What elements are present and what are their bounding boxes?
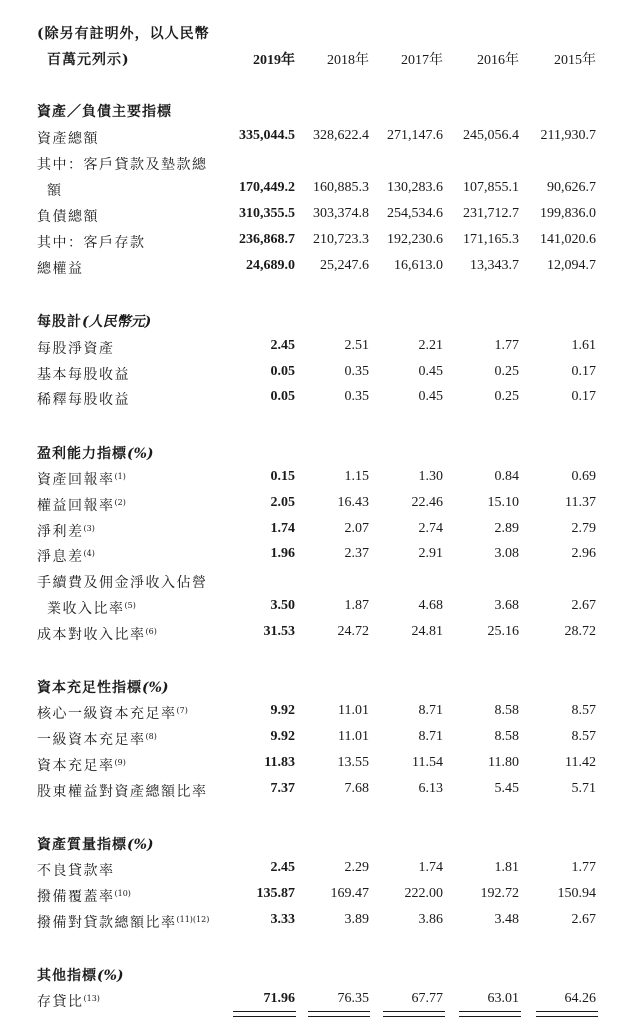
row-label-text: 業收入比率 (47, 601, 125, 617)
cell-value: 130,283.6 (387, 180, 443, 195)
cell-value: 245,056.4 (463, 128, 519, 143)
table-row (0, 781, 625, 803)
row-label-text: 撥備覆蓋率 (37, 889, 115, 905)
table-row (0, 206, 625, 228)
table-row (0, 729, 625, 751)
footnote-marker: (5) (124, 601, 136, 610)
row-label-text: 額 (47, 183, 63, 199)
row-label-text: 成本對收入比率 (37, 627, 146, 643)
cell-value: 28.72 (564, 624, 596, 639)
cell-value: 2.89 (494, 521, 519, 536)
cell-value: 192.72 (480, 886, 519, 901)
footnote-marker: (10) (114, 889, 131, 898)
cell-value: 1.81 (494, 860, 519, 875)
row-label (37, 781, 208, 801)
table-row (0, 469, 625, 491)
row-label (37, 860, 115, 880)
section-title (37, 965, 124, 985)
cell-value: 0.17 (571, 389, 596, 404)
section-title (37, 311, 151, 331)
cell-value: 24.81 (411, 624, 443, 639)
cell-value: 310,355.5 (239, 206, 295, 221)
table-row (0, 364, 625, 386)
cell-value: 303,374.8 (313, 206, 369, 221)
cell-value: 76.35 (337, 991, 369, 1006)
row-label-text: 資產總額 (37, 131, 99, 147)
row-label-text: 不良貸款率 (37, 863, 115, 879)
cell-value: 171,165.3 (463, 232, 519, 247)
table-row (0, 860, 625, 882)
cell-value: 71.96 (263, 991, 295, 1006)
table-row (0, 521, 625, 543)
section-title-unit: (%) (127, 446, 154, 462)
cell-value: 271,147.6 (387, 128, 443, 143)
row-label (37, 232, 146, 252)
row-label-text: 撥備對貸款總額比率 (37, 915, 177, 931)
row-label-text: 稀釋每股收益 (37, 392, 130, 408)
cell-value: 1.61 (571, 338, 596, 353)
cell-value: 3.33 (270, 912, 295, 927)
row-label (37, 991, 100, 1011)
year-header-2018: 2018年 (327, 53, 369, 68)
cell-value: 0.35 (344, 389, 369, 404)
cell-value: 0.45 (418, 364, 443, 379)
cell-value: 1.87 (344, 598, 369, 613)
year-header-2016: 2016年 (477, 53, 519, 68)
table-row (0, 886, 625, 908)
cell-value: 13.55 (337, 755, 369, 770)
section-title (37, 834, 154, 854)
cell-value: 11.54 (412, 755, 443, 770)
cell-value: 11.83 (264, 755, 295, 770)
row-label-text: 核心一級資本充足率 (37, 706, 177, 722)
cell-value: 2.45 (270, 338, 295, 353)
row-label (37, 495, 126, 515)
section-title-text: 資本充足性指標 (37, 680, 142, 696)
footnote-marker: (1) (114, 472, 126, 481)
section-header (0, 677, 625, 699)
cell-value: 15.10 (487, 495, 519, 510)
row-label (37, 128, 99, 148)
row-label (37, 364, 130, 384)
year-header-2017: 2017年 (401, 53, 443, 68)
cell-value: 16,613.0 (394, 258, 443, 273)
cell-value: 6.13 (418, 781, 443, 796)
cell-value: 2.91 (418, 546, 443, 561)
cell-value: 8.58 (494, 729, 519, 744)
row-label (37, 624, 157, 644)
cell-value: 2.29 (344, 860, 369, 875)
row-label (37, 389, 130, 409)
cell-value: 1.77 (571, 860, 596, 875)
cell-value: 31.53 (263, 624, 295, 639)
row-label (37, 729, 157, 749)
cell-value: 12,094.7 (547, 258, 596, 273)
cell-value: 210,723.3 (313, 232, 369, 247)
cell-value: 335,044.5 (239, 128, 295, 143)
row-label (37, 154, 208, 174)
cell-value: 236,868.7 (239, 232, 295, 247)
section-title (37, 101, 172, 121)
cell-value: 2.45 (270, 860, 295, 875)
cell-value: 2.21 (418, 338, 443, 353)
cell-value: 192,230.6 (387, 232, 443, 247)
double-underline (459, 1011, 521, 1017)
section-title-text: 盈利能力指標 (37, 446, 127, 462)
cell-value: 90,626.7 (547, 180, 596, 195)
footnote-marker: (9) (114, 758, 126, 767)
cell-value: 135.87 (256, 886, 295, 901)
cell-value: 5.45 (494, 781, 519, 796)
table-row (0, 258, 625, 280)
table-row (0, 598, 625, 620)
cell-value: 231,712.7 (463, 206, 519, 221)
row-label-text: 其中：客戶存款 (37, 235, 146, 251)
cell-value: 22.46 (411, 495, 443, 510)
row-label-text: 每股淨資產 (37, 341, 115, 357)
cell-value: 3.68 (494, 598, 519, 613)
section-title-unit: (%) (97, 968, 124, 984)
cell-value: 254,534.6 (387, 206, 443, 221)
section-header (0, 101, 625, 123)
table-row (0, 624, 625, 646)
cell-value: 150.94 (557, 886, 596, 901)
row-label-text: 資本充足率 (37, 758, 115, 774)
table-row (0, 128, 625, 150)
section-title-unit: (人民幣元) (82, 314, 152, 330)
table-row (0, 232, 625, 254)
row-label-text: 權益回報率 (37, 498, 115, 514)
cell-value: 24,689.0 (246, 258, 295, 273)
cell-value: 211,930.7 (540, 128, 596, 143)
table-row (0, 495, 625, 517)
header-unit-note-line2: 百萬元列示) (47, 52, 130, 68)
row-label (47, 598, 136, 618)
cell-value: 1.77 (494, 338, 519, 353)
table-row (0, 180, 625, 202)
cell-value: 2.67 (571, 912, 596, 927)
cell-value: 8.71 (418, 703, 443, 718)
row-label-text: 存貸比 (37, 994, 84, 1010)
cell-value: 1.15 (344, 469, 369, 484)
table-row (0, 755, 625, 777)
cell-value: 67.77 (411, 991, 443, 1006)
cell-value: 199,836.0 (540, 206, 596, 221)
row-label-text: 一級資本充足率 (37, 732, 146, 748)
table-row (0, 338, 625, 360)
row-label-text: 資產回報率 (37, 472, 115, 488)
section-title-unit: (%) (142, 680, 169, 696)
footnote-marker: (11)(12) (176, 915, 210, 924)
cell-value: 25.16 (487, 624, 519, 639)
cell-value: 0.25 (494, 364, 519, 379)
double-underline (233, 1011, 296, 1017)
cell-value: 0.84 (494, 469, 519, 484)
row-label (37, 469, 126, 489)
cell-value: 107,855.1 (463, 180, 519, 195)
cell-value: 3.08 (494, 546, 519, 561)
footnote-marker: (7) (176, 706, 188, 715)
cell-value: 0.25 (494, 389, 519, 404)
cell-value: 169.47 (330, 886, 369, 901)
double-underline (383, 1011, 445, 1017)
cell-value: 2.79 (571, 521, 596, 536)
cell-value: 3.86 (418, 912, 443, 927)
table-row (0, 154, 625, 176)
row-label-text: 總權益 (37, 261, 84, 277)
row-label-text: 負債總額 (37, 209, 99, 225)
row-label (37, 912, 209, 932)
section-header (0, 965, 625, 987)
row-label-text: 淨利差 (37, 524, 84, 540)
row-label (37, 338, 115, 358)
year-header-2019: 2019年 (253, 53, 295, 68)
section-header (0, 311, 625, 333)
footnote-marker: (3) (83, 524, 95, 533)
cell-value: 2.74 (418, 521, 443, 536)
cell-value: 2.67 (571, 598, 596, 613)
double-underline (536, 1011, 598, 1017)
cell-value: 2.37 (344, 546, 369, 561)
cell-value: 0.17 (571, 364, 596, 379)
cell-value: 9.92 (270, 729, 295, 744)
cell-value: 0.45 (418, 389, 443, 404)
cell-value: 9.92 (270, 703, 295, 718)
section-title-text: 每股計 (37, 314, 82, 330)
cell-value: 25,247.6 (320, 258, 369, 273)
cell-value: 8.71 (418, 729, 443, 744)
cell-value: 63.01 (487, 991, 519, 1006)
cell-value: 0.35 (344, 364, 369, 379)
section-header (0, 834, 625, 856)
footnote-marker: (13) (83, 994, 100, 1003)
cell-value: 11.01 (338, 729, 369, 744)
cell-value: 11.37 (565, 495, 596, 510)
row-label-text: 股東權益對資產總額比率 (37, 784, 208, 800)
cell-value: 0.05 (270, 364, 295, 379)
section-header (0, 443, 625, 465)
table-row (0, 546, 625, 568)
row-label-text: 手續費及佣金淨收入佔營 (37, 575, 208, 591)
cell-value: 5.71 (571, 781, 596, 796)
cell-value: 11.42 (565, 755, 596, 770)
cell-value: 7.68 (344, 781, 369, 796)
cell-value: 0.05 (270, 389, 295, 404)
row-label (37, 258, 84, 278)
row-label (37, 886, 131, 906)
cell-value: 11.01 (338, 703, 369, 718)
footnote-marker: (8) (145, 732, 157, 741)
cell-value: 1.74 (418, 860, 443, 875)
cell-value: 0.69 (571, 469, 596, 484)
table-row (0, 991, 625, 1013)
footnote-marker: (4) (83, 549, 95, 558)
cell-value: 222.00 (404, 886, 443, 901)
cell-value: 13,343.7 (470, 258, 519, 273)
cell-value: 7.37 (270, 781, 295, 796)
row-label (37, 572, 208, 592)
cell-value: 328,622.4 (313, 128, 369, 143)
row-label (37, 755, 126, 775)
row-label-text: 淨息差 (37, 549, 84, 565)
cell-value: 2.51 (344, 338, 369, 353)
cell-value: 64.26 (564, 991, 596, 1006)
section-title (37, 443, 154, 463)
row-label (37, 521, 95, 541)
row-label (37, 206, 99, 226)
cell-value: 8.58 (494, 703, 519, 718)
cell-value: 1.30 (418, 469, 443, 484)
section-title-unit: (%) (127, 837, 154, 853)
section-title-text: 資產質量指標 (37, 837, 127, 853)
row-label (47, 180, 63, 200)
cell-value: 2.07 (344, 521, 369, 536)
cell-value: 11.80 (488, 755, 519, 770)
cell-value: 16.43 (337, 495, 369, 510)
table-row (0, 703, 625, 725)
cell-value: 24.72 (337, 624, 369, 639)
cell-value: 160,885.3 (313, 180, 369, 195)
footnote-marker: (6) (145, 627, 157, 636)
cell-value: 1.96 (270, 546, 295, 561)
cell-value: 3.50 (270, 598, 295, 613)
cell-value: 170,449.2 (239, 180, 295, 195)
table-row (0, 912, 625, 934)
row-label (37, 703, 188, 723)
cell-value: 2.05 (270, 495, 295, 510)
year-header-2015: 2015年 (554, 53, 596, 68)
row-label-text: 基本每股收益 (37, 367, 130, 383)
section-title-text: 資產／負債主要指標 (37, 104, 172, 120)
row-label (37, 546, 95, 566)
cell-value: 4.68 (418, 598, 443, 613)
section-title-text: 其他指標 (37, 968, 97, 984)
cell-value: 0.15 (270, 469, 295, 484)
footnote-marker: (2) (114, 498, 126, 507)
cell-value: 2.96 (571, 546, 596, 561)
cell-value: 8.57 (571, 729, 596, 744)
cell-value: 141,020.6 (540, 232, 596, 247)
table-row (0, 572, 625, 594)
table-row (0, 389, 625, 411)
section-title (37, 677, 169, 697)
header-unit-note-line1: (除另有註明外，以人民幣 (37, 26, 210, 42)
cell-value: 8.57 (571, 703, 596, 718)
cell-value: 3.89 (344, 912, 369, 927)
double-underline (308, 1011, 370, 1017)
cell-value: 3.48 (494, 912, 519, 927)
row-label-text: 其中：客戶貸款及墊款總 (37, 157, 208, 173)
cell-value: 1.74 (270, 521, 295, 536)
